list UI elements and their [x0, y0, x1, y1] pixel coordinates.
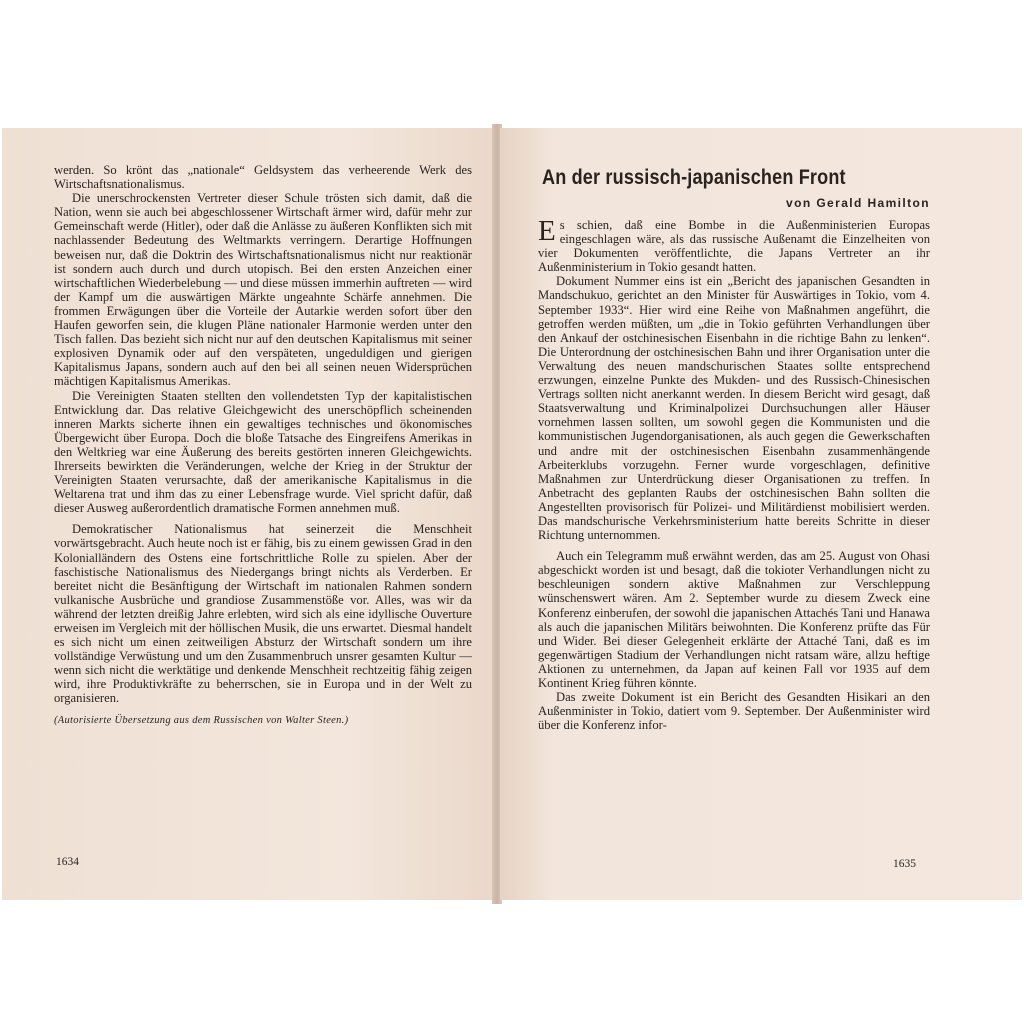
paragraph: Dokument Nummer eins ist ein „Bericht des japanischen Gesandten in Mandschukuo, gerichtet an den Minister für Auswärtiges in Tokio, vom 4. September 1933“. Hier wird eine Reihe von Maßnahmen angeführt, die getroffen werden müßten, um „die in Tokio geführten Verhandlungen über den Ankauf der ostchinesischen Eisenbahn in die richtige Bahn zu lenken“. Die Unterordnung der ostchinesischen Bahn und ihrer Organisation unter die Verwaltung des neuen mandschurischen Staates sollte entsprechend erzwungen, einzelne Punkte des Mukden- und des Russisch-Chinesischen Vertrags sollten nicht anerkannt werden. In diesem Bericht wird gesagt, daß Staatsverwaltung und Kriminalpolizei Durchsuchungen aller Häuser vornehmen lassen sollten, um sowohl gegen die Kommunisten und die kommunistischen Jugendorganisationen, als auch gegen die Gewerkschaften und andre mit der ostchinesischen Eisenbahn zusammenhängende Arbeiterklubs vorzugehn. Ferner wurde vorgeschlagen, definitive Maßnahmen zur Unterdrückung dieser Organisationen zu treffen. In Anbetracht des geplanten Raubs der ostchinesischen Bahn sollten die Angestellten provisorisch für Polizei- und Militärdienst mobilisiert werden. Das mandschurische Verkehrsministerium hatte bereits Schritte in dieser Richtung unternommen. — [538, 274, 930, 543]
opening-text: s schien, daß eine Bombe in die Außenministerien Europas eingeschlagen wäre, als das russische Außenamt die Einzelheiten von vier Dokumenten veröffentlichte, die Japans Vertreter an ihr Außenministerium in Tokio gesandt hatten. — [538, 218, 930, 275]
page-number: 1634 — [56, 856, 79, 868]
paragraph: Auch ein Telegramm muß erwähnt werden, das am 25. August von Ohasi abgeschickt worden ist und besagt, daß die tokioter Verhandlungen nicht zu beschleunigen sondern aktive Maßnahmen zur Verschleppung wünschenswert wären. Am 2. September wurde zu diesem Zweck eine Konferenz einberufen, der sowohl die japanischen Attachés Tani und Hanawa als auch die japanischen Militärs beiwohnten. Die Konferenz prüfte das Für und Wider. Bei dieser Gelegenheit erklärte der Attaché Tani, daß es im gegenwärtigen Stadium der Verhandlungen nicht ratsam wäre, allzu heftige Aktionen zu unternehmen, da Japan auf keinen Fall vor 1935 auf dem Kontinent Krieg führen könnte. — [538, 549, 930, 690]
author-byline: von Gerald Hamilton — [786, 196, 930, 210]
right-page — [500, 128, 1022, 900]
paragraph: Demokratischer Nationalismus hat seinerzeit die Menschheit vorwärtsgebracht. Auch heute noch ist er fähig, bis zu einem gewissen Grad in den Kolonialländern des Ostens eine fortschrittliche Rolle zu spielen. Aber der faschistische Nationalismus des Niedergangs bringt nichts als Verderben. Er bereitet nicht die Besänftigung der Wirtschaft im nationalen Rahmen sondern vulkanische Ausbrüche und grandiose Zusammenstöße vor. Alles, was wir da während der letzten dreißig Jahre erlebten, wird sich als eine idyllische Ouverture erweisen im Vergleich mit der höllischen Musik, die uns erwartet. Diesmal handelt es sich nicht um einen zeitweiligen Absturz der Wirtschaft sondern um ihre vollständige Verwüstung und um den Zusammenbruch unsrer gesamten Kultur — wenn sich nicht die werktätige und denkende Menschheit rechtzeitig fähig zeigen wird, ihre Produktivkräfte zu beherrschen, sie in Europa und in der Welt zu organisieren. — [54, 522, 472, 706]
left-page — [2, 128, 494, 900]
opening-paragraph — [538, 215, 930, 275]
paragraph: werden. So krönt das „nationale“ Geldsystem das verheerende Werk des Wirtschaftsnationalismus. — [54, 163, 472, 192]
paragraph: Die Vereinigten Staaten stellten den vollendetsten Typ der kapitalistischen Entwicklung dar. Das relative Gleichgewicht des unerschöpflich scheinenden inneren Markts sicherte ihnen ein gewaltiges technisches und ökonomisches Übergewicht über Europa. Doch die bloße Tatsache des Eingreifens Amerikas in den Weltkrieg war eine Äußerung des bereits gestörten inneren Gleichgewichts. Ihrerseits bewirkten die Veränderungen, welche der Krieg in der Struktur der Vereinigten Staaten verursachte, daß der amerikanische Kapitalismus in die Weltarena trat und ihm das zu einer Lebensfrage wurde. Viel spricht dafür, daß dieser Ausweg außerordentlich dramatische Formen annehmen muß. — [54, 388, 472, 516]
right-page-text — [538, 215, 930, 733]
paragraph: Das zweite Dokument ist ein Bericht des Gesandten Hisikari an den Außenminister in Tokio, datiert vom 9. September. Der Außenminister wird über die Konferenz infor- — [538, 690, 930, 733]
translation-credit: (Autorisierte Übersetzung aus dem Russischen von Walter Steen.) — [54, 714, 349, 726]
paragraph: Die unerschrockensten Vertreter dieser Schule trösten sich damit, daß die Nation, wenn sie auch bei abgeschlossener Wirtschaft ärmer wird, dafür mehr zur Gemeinschaft werde (Hitler), oder daß die Anlässe zu äußeren Konflikten sich mit nachlassender Bedeutung des Weltmarkts verringern. Derartige Hoffnungen beweisen nur, daß die Doktrin des Wirtschaftsnationalismus nicht nur reaktionär ist sondern auch durch und durch utopisch. Bei den ersten Anzeichen einer wirtschaftlichen Wiederbelebung — und diese müssen immerhin auftreten — wird der Kampf um die auswärtigen Märkte ungeahnte Schärfe annehmen. Die frommen Erwägungen über die Vorteile der Autarkie werden sofort über den Haufen geworfen sein, die klugen Pläne nationaler Harmonie werden unter den Tisch fallen. Das bezieht sich nicht nur auf den deutschen Kapitalismus mit seiner explosiven Dynamik oder auf den verspäteten, ungeduldigen und gierigen Kapitalismus Japans, sondern auch auf den bei all seinen neuen Widersprüchen mächtigen Kapitalismus Amerikas. — [54, 191, 472, 389]
drop-cap: E — [538, 215, 556, 247]
article-title: An der russisch-japanischen Front — [542, 166, 846, 189]
left-page-text — [54, 163, 472, 726]
page-number: 1635 — [893, 858, 916, 870]
